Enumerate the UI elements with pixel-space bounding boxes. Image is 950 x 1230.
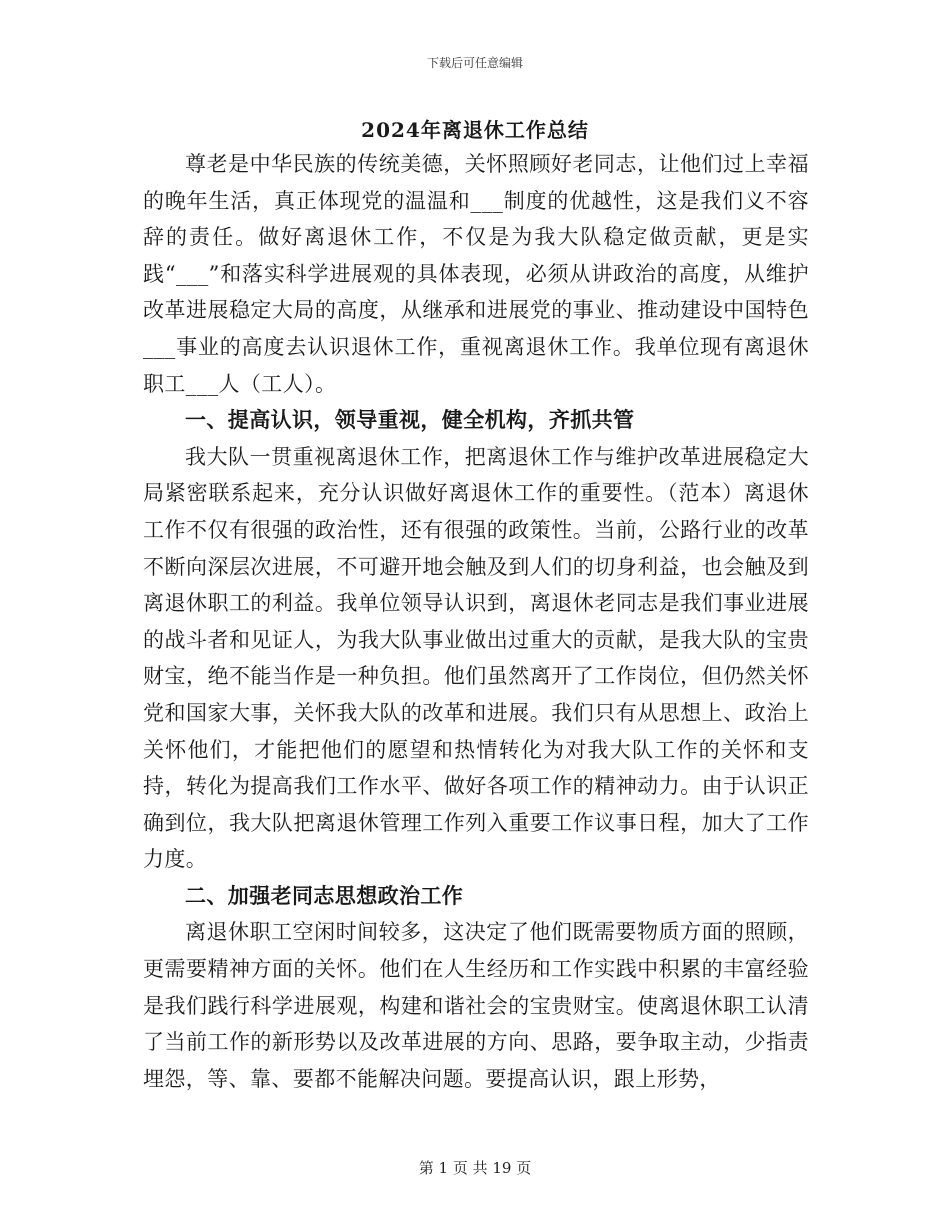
section-2-paragraph: 离退休职工空闲时间较多，这决定了他们既需要物质方面的照顾，更需要精神方面的关怀。他们在人生经历和工作实践中积累的丰富经验是我们践行科学进展观，构建和谐社会的宝贵财宝。使离退休职工认清了当前工作的新形势以及改革进展的方向、思路，要争取主动，少指责埋怨，等、靠、要都不能解决问题。要提高认识，跟上形势， (143, 920, 809, 1091)
section-2-heading: 二、加强老同志思想政治工作 (185, 882, 464, 908)
intro-paragraph: 尊老是中华民族的传统美德，关怀照顾好老同志，让他们过上幸福的晚年生活，真正体现党的温温和___制度的优越性，这是我们义不容辞的责任。做好离退休工作，不仅是为我大队稳定做贡献，更是实践“___”和落实科学进展观的具体表现，必须从讲政治的高度，从维护改革进展稳定大局的高度，从继承和进展党的事业、推动建设中国特色___事业的高度去认识退休工作，重视离退休工作。我单位现有离退休职工___人（工人）。 (143, 152, 809, 396)
document-body (143, 146, 809, 1097)
page-number: 第 1 页 共 19 页 (418, 1159, 532, 1177)
document-title: 2024年离退休工作总结 (361, 118, 589, 142)
section-1-paragraph: 我大队一贯重视离退休工作，把离退休工作与维护改革进展稳定大局紧密联系起来，充分认识做好离退休工作的重要性。（范本）离退休工作不仅有很强的政治性，还有很强的政策性。当前，公路行业的改革不断向深层次进展，不可避开地会触及到人们的切身利益，也会触及到离退休职工的利益。我单位领导认识到，离退休老同志是我们事业进展的战斗者和见证人，为我大队事业做出过重大的贡献，是我大队的宝贵财宝，绝不能当作是一种负担。他们虽然离开了工作岗位，但仍然关怀党和国家大事，关怀我大队的改革和进展。我们只有从思想上、政治上关怀他们，才能把他们的愿望和热情转化为对我大队工作的关怀和支持，转化为提高我们工作水平、做好各项工作的精神动力。由于认识正确到位，我大队把离退休管理工作列入重要工作议事日程，加大了工作力度。 (143, 444, 809, 872)
section-1-heading: 一、提高认识，领导重视，健全机构，齐抓共管 (185, 407, 635, 433)
header-note: 下载后可任意编辑 (426, 56, 523, 70)
